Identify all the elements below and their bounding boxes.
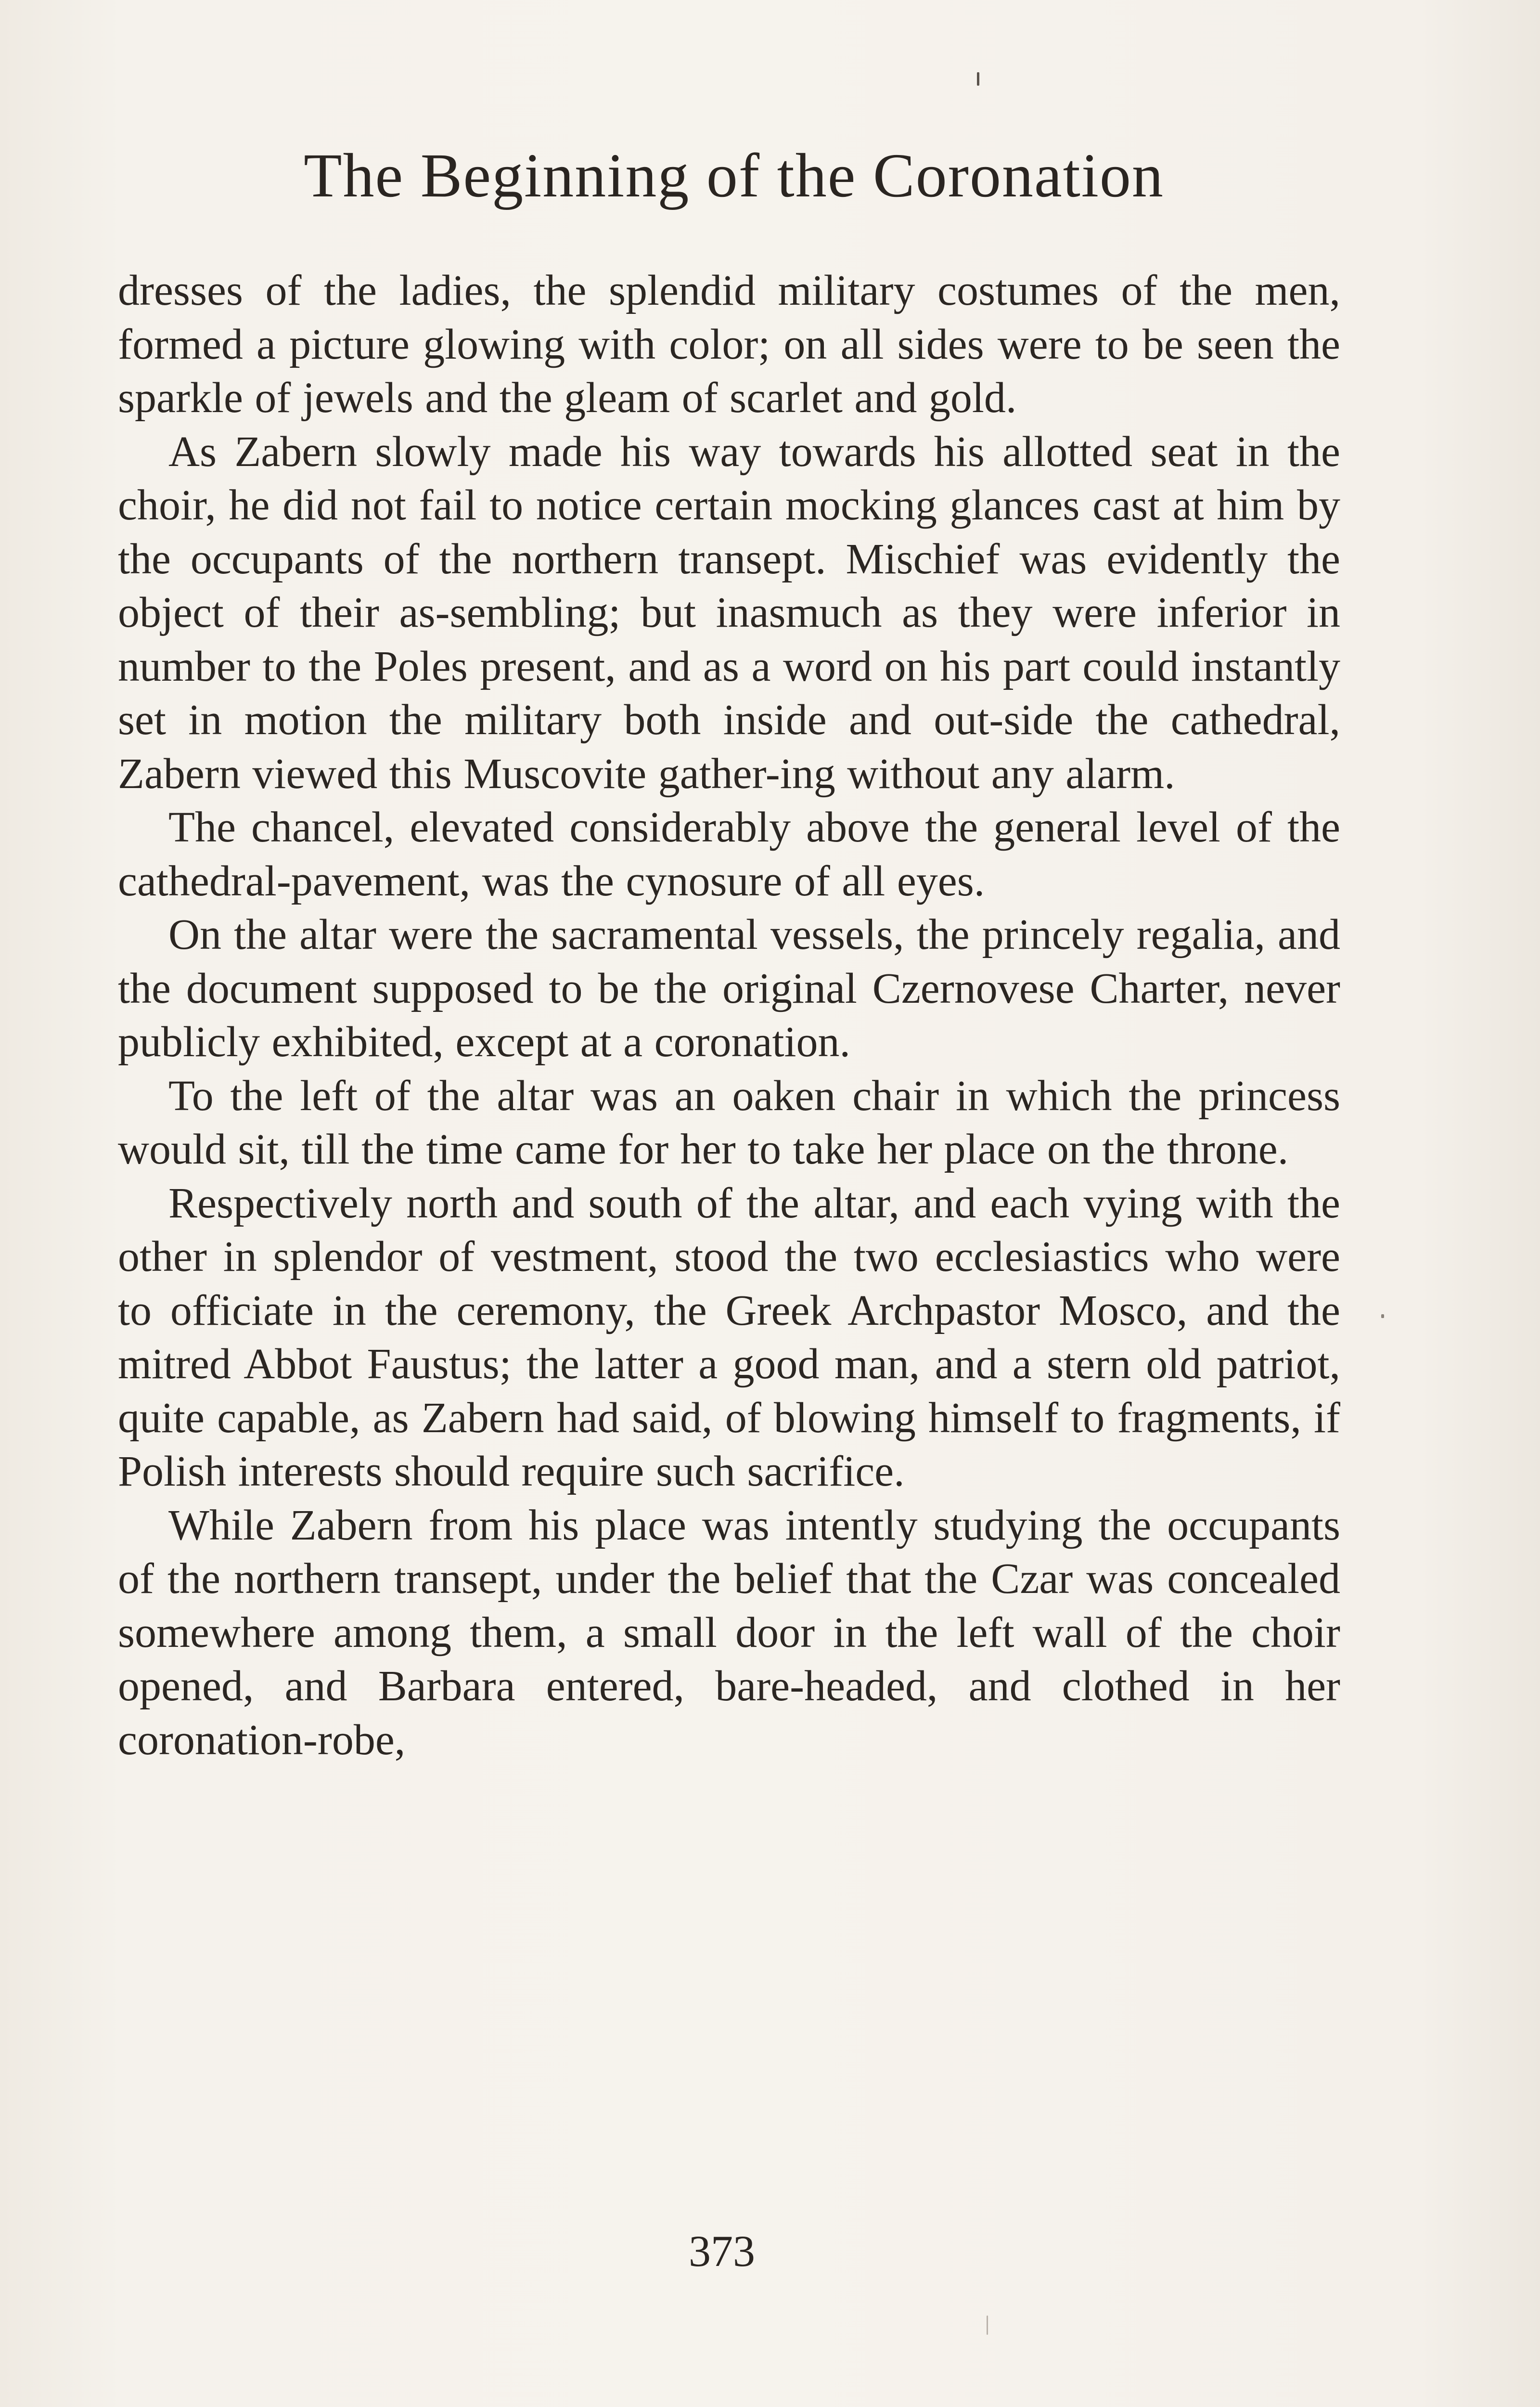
paragraph-1: dresses of the ladies, the splendid military costumes of the men, formed a picture glowing with color; on all sides were to be seen the sparkle of jewels and the gleam of scarlet and gold. [118,267,1340,422]
running-head: The Beginning of the Coronation [304,141,1164,210]
print-speck [987,2316,988,2335]
paragraph-7: While Zabern from his place was intently studying the occupants of the northern transept, under the belief that the Czar was concealed somewhere among them, a small door in the left wall of the choir opened, and Barbara entered, bare-headed, and clothed in her coronation-robe, [118,1501,1340,1764]
paragraph-3: The chancel, elevated considerably above the general level of the cathedral-pavement, was the cynosure of all eyes. [118,803,1340,905]
paragraph-2: As Zabern slowly made his way towards his allotted seat in the choir, he did not fail to notice certain mocking glances cast at him by the occupants of the northern transept. Mischief was evidently the object of their as-sembling; but inasmuch as they were inferior in number to the Poles present, and as a word on his part could instantly set in motion the military both inside and out-side the cathedral, Zabern viewed this Muscovite gather-ing without any alarm. [118,427,1340,798]
body-text [118,264,1340,1767]
paragraph-5: To the left of the altar was an oaken chair in which the princess would sit, till the time came for her to take her place on the throne. [118,1072,1340,1173]
print-speck [1381,1314,1384,1318]
paragraph-4: On the altar were the sacramental vessels, the princely regalia, and the document supposed to be the original Czernovese Charter, never publicly exhibited, except at a coronation. [118,911,1340,1066]
paragraph-6: Respectively north and south of the altar, and each vying with the other in splendor of vestment, stood the two ecclesiastics who were to officiate in the ceremony, the Greek Archpastor Mosco, and the mitred Abbot Faustus; the latter a good man, and a stern old patriot, quite capable, as Zabern had said, of blowing himself to fragments, if Polish interests should require such sacrifice. [118,1179,1340,1495]
page-number: 373 [689,2226,755,2276]
print-speck [977,72,979,86]
